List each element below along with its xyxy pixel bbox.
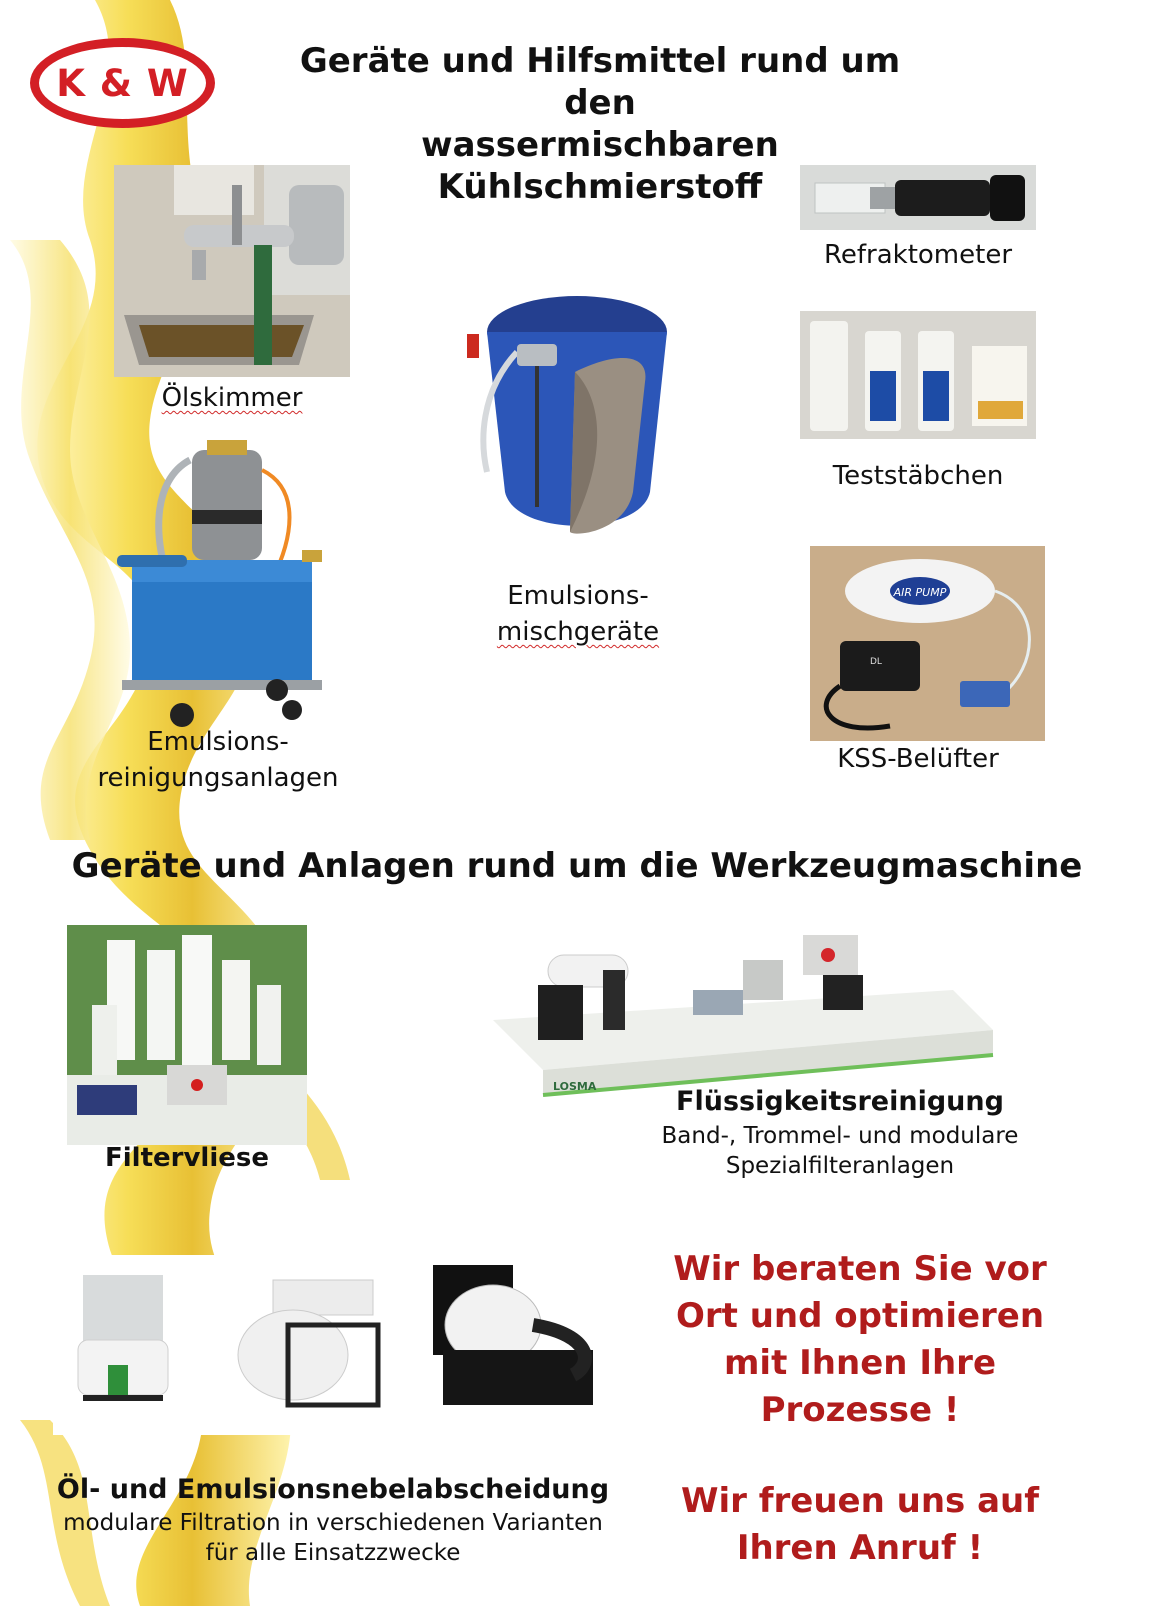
- cta-call: [660, 1478, 1060, 1572]
- emulsionsreinigung-caption: [80, 724, 356, 796]
- olskimmer-image: [114, 165, 350, 377]
- logo-text: K & W: [56, 61, 189, 105]
- olskimmer-caption: [114, 383, 350, 413]
- emulsionsmisch-label-line-2: mischgeräte: [496, 617, 660, 647]
- olskimmer-label: Ölskimmer: [161, 383, 303, 413]
- filtervliese-image: [67, 925, 307, 1145]
- nebelabscheider-image: [53, 1255, 618, 1435]
- fluessigkeitsreinigung-title: Flüssigkeitsreinigung: [676, 1086, 1004, 1117]
- nebelabscheidung-caption: [35, 1472, 631, 1568]
- fluessigkeitsreinigung-caption: [620, 1083, 1060, 1181]
- losma-brand-text: LOSMA: [553, 1080, 597, 1093]
- refraktometer-caption: [780, 240, 1056, 270]
- air-pump-text: AIR PUMP: [893, 586, 947, 599]
- kss-caption: [780, 744, 1056, 774]
- cta-line-2: Ort und optimieren: [675, 1296, 1045, 1336]
- refraktometer-image: [800, 165, 1036, 230]
- cta-line-3: mit Ihnen Ihre: [723, 1343, 997, 1383]
- cta-line-1: Wir beraten Sie vor: [673, 1249, 1047, 1289]
- filtervliese-caption: [67, 1143, 307, 1173]
- kss-beluefter-image: [810, 546, 1045, 741]
- teststaebchen-image: [800, 311, 1036, 439]
- emulsionsreinigung-label-line-2: reinigungsanlagen: [97, 763, 339, 793]
- section-title-werkzeugmaschine: Geräte und Anlagen rund um die Werkzeugmaschine: [71, 846, 1083, 886]
- emulsionsmisch-label-line-1: Emulsions-: [507, 581, 649, 611]
- cta-line-5: Wir freuen uns auf: [680, 1481, 1040, 1521]
- emulsionsreinigungsanlage-image: [112, 440, 342, 730]
- fluessigkeitsreinigung-image: [483, 930, 1023, 1105]
- company-logo: [30, 38, 215, 128]
- teststaebchen-caption: [780, 461, 1056, 491]
- page-title-line-2: wassermischbaren Kühlschmierstoff: [421, 125, 779, 207]
- nebelabscheidung-sub-1: modulare Filtration in verschiedenen Varianten: [63, 1510, 603, 1536]
- fluessigkeitsreinigung-sub-1: Band-, Trommel- und modulare: [661, 1123, 1019, 1149]
- fluessigkeitsreinigung-sub-2: Spezialfilteranlagen: [725, 1153, 955, 1179]
- nebelabscheidung-title: Öl- und Emulsionsnebelabscheidung: [56, 1474, 610, 1505]
- cta-line-6: Ihren Anruf !: [736, 1528, 984, 1568]
- filtervliese-label: Filtervliese: [105, 1143, 269, 1173]
- teststaebchen-label: Teststäbchen: [832, 461, 1004, 491]
- refraktometer-label: Refraktometer: [823, 240, 1013, 270]
- emulsionsmischgeraet-image: [465, 292, 677, 544]
- emulsionsreinigung-label-line-1: Emulsions-: [147, 727, 289, 757]
- nebelabscheidung-sub-2: für alle Einsatzzwecke: [205, 1540, 461, 1566]
- emulsionsmisch-caption: [460, 578, 696, 650]
- kss-label: KSS-Belüfter: [837, 744, 999, 774]
- page-title-line-1: Geräte und Hilfsmittel rund um den: [299, 41, 901, 123]
- cta-consulting: [660, 1246, 1060, 1434]
- dl-label-text: DL: [870, 657, 882, 667]
- cta-line-4: Prozesse !: [760, 1390, 960, 1430]
